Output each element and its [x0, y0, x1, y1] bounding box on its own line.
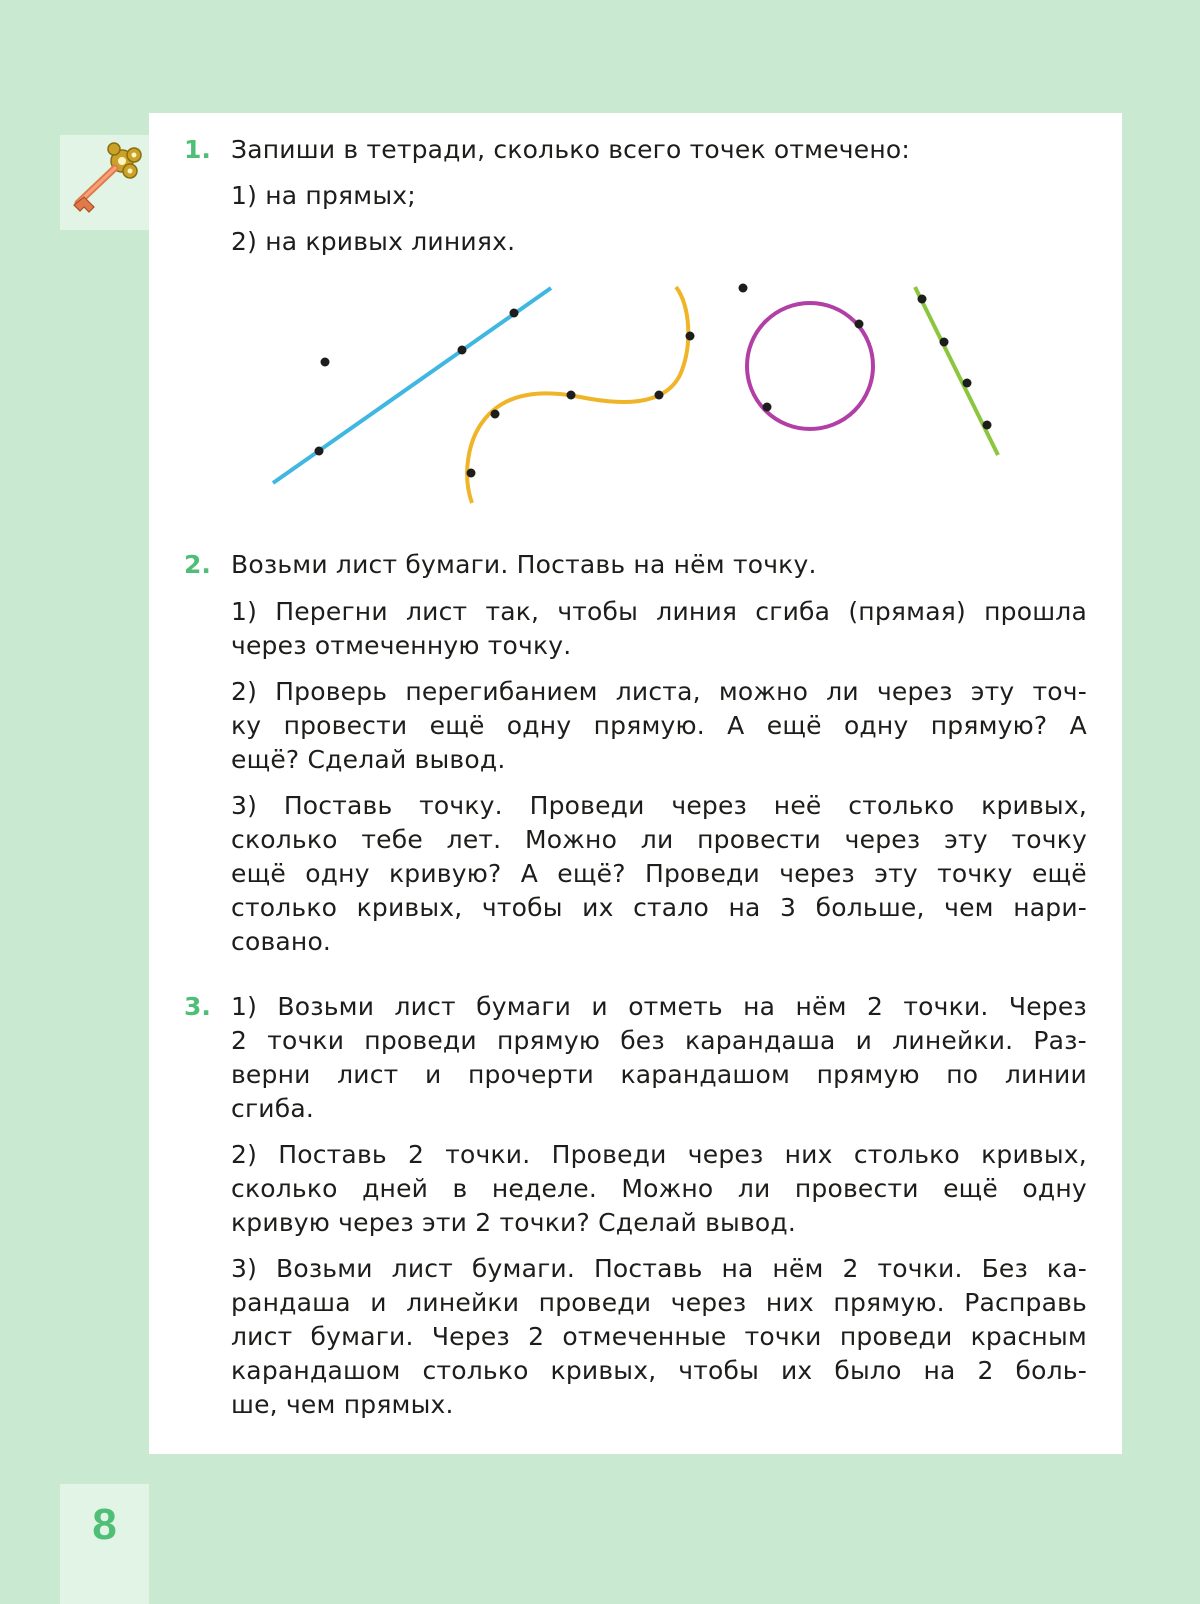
task-item-line: лист бумаги. Через 2 отмеченные точки проведи красным: [231, 1322, 1087, 1351]
points-and-lines-figure: [0, 275, 1200, 515]
task-item-line: рандаша и линейки проведи через них прямую. Расправь: [231, 1288, 1087, 1317]
task-item-line: верни лист и прочерти карандашом прямую по линии: [231, 1060, 1087, 1089]
page-number: 8: [92, 1500, 117, 1549]
task-item-line: 2) Поставь 2 точки. Проведи через них столько кривых,: [231, 1140, 1087, 1169]
key-icon: [60, 135, 149, 230]
key-tab: [60, 135, 149, 230]
task-item-line: ку провести ещё одну прямую. А ещё одну прямую? А: [231, 711, 1087, 740]
task-number: 3.: [184, 992, 211, 1021]
point: [918, 295, 927, 304]
point: [315, 447, 324, 456]
point: [458, 346, 467, 355]
point: [321, 358, 330, 367]
task-item-line: карандашом столько кривых, чтобы их было на 2 боль-: [231, 1356, 1087, 1385]
task-item-line: 3) Поставь точку. Проведи через неё столько кривых,: [231, 791, 1087, 820]
task-item-line: сколько тебе лет. Можно ли провести через эту точку: [231, 825, 1087, 854]
green-straight-line: [915, 287, 998, 455]
point: [467, 469, 476, 478]
task-item-line: сколько дней в неделе. Можно ли провести ещё одну: [231, 1174, 1087, 1203]
task-number: 2.: [184, 550, 211, 579]
task-item-line: ше, чем прямых.: [231, 1390, 454, 1419]
point: [963, 379, 972, 388]
point: [940, 338, 949, 347]
task-item-line: столько кривых, чтобы их стало на 3 больше, чем нари-: [231, 893, 1087, 922]
point: [763, 403, 772, 412]
point: [510, 309, 519, 318]
point: [983, 421, 992, 430]
point: [567, 391, 576, 400]
task-item: 1) на прямых;: [231, 181, 416, 210]
point: [855, 320, 864, 329]
point: [686, 332, 695, 341]
task-item-line: через отмеченную точку.: [231, 631, 572, 660]
task-text: Запиши в тетради, сколько всего точек отмечено:: [231, 135, 911, 164]
point: [655, 391, 664, 400]
task-item: 2) на кривых линиях.: [231, 227, 516, 256]
task-number: 1.: [184, 135, 211, 164]
task-item-line: 2 точки проведи прямую без карандаша и линейки. Раз-: [231, 1026, 1087, 1055]
task-item-line: 2) Проверь перегибанием листа, можно ли через эту точ-: [231, 677, 1087, 706]
task-text: Возьми лист бумаги. Поставь на нём точку.: [231, 550, 817, 579]
task-item-line: сгиба.: [231, 1094, 315, 1123]
blue-straight-line: [273, 288, 551, 483]
point: [491, 410, 500, 419]
task-item-line: совано.: [231, 927, 332, 956]
task-item-line: ещё одну кривую? А ещё? Проведи через эту точку ещё: [231, 859, 1087, 888]
task-item-line: 1) Перегни лист так, чтобы линия сгиба (прямая) прошла: [231, 597, 1087, 626]
task-item-line: кривую через эти 2 точки? Сделай вывод.: [231, 1208, 797, 1237]
task-item-line: 3) Возьми лист бумаги. Поставь на нём 2 точки. Без ка-: [231, 1254, 1087, 1283]
task-item-line: ещё? Сделай вывод.: [231, 745, 506, 774]
point: [739, 284, 748, 293]
task-item-line: 1) Возьми лист бумаги и отметь на нём 2 точки. Через: [231, 992, 1087, 1021]
